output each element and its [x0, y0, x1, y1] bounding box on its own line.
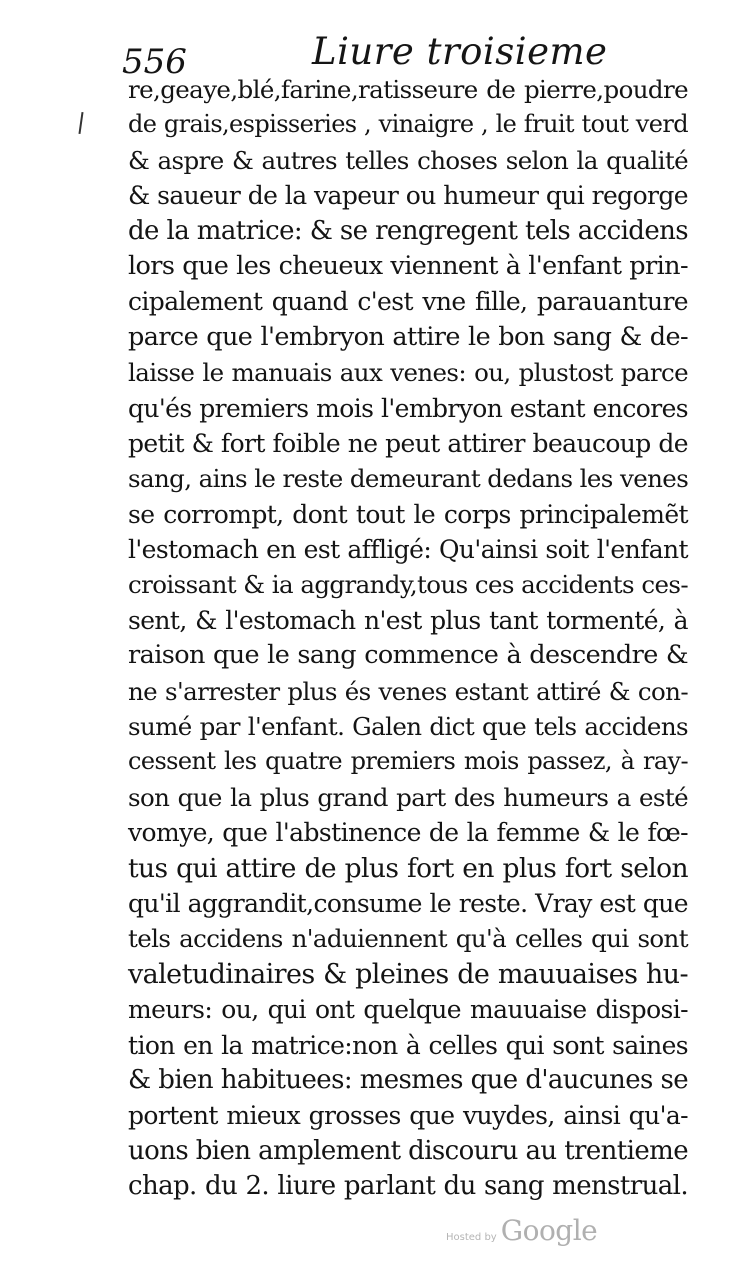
running-head: Liure troisieme: [312, 30, 608, 73]
text-line: & aspre & autres telles choses selon la qualité: [128, 145, 688, 175]
text-line: re,geaye,blé,farine,ratisseure de pierre,poudre: [128, 75, 688, 104]
text-line: laisse le manuais aux venes: ou, plustost parce: [128, 358, 688, 388]
text-line: parce que l'embryon attire le bon sang & de-: [128, 321, 688, 352]
text-line: lors que les cheueux viennent à l'enfant prin-: [128, 250, 688, 281]
body-text: [128, 72, 688, 1205]
text-line: & saueur de la vapeur ou humeur qui regorge: [128, 181, 688, 211]
text-line: chap. du 2. liure parlant du sang menstrual.: [128, 1171, 688, 1202]
text-line: ne s'arrester plus és venes estant attiré & con-: [128, 676, 688, 706]
text-line: meurs: ou, qui ont quelque mauuaise disposi-: [128, 995, 688, 1025]
text-line: valetudinaires & pleines de mauuaises hu-: [128, 958, 688, 990]
text-line: tion en la matrice:non à celles qui sont saines: [128, 1030, 688, 1060]
text-line: uons bien amplement discouru au trentieme: [128, 1135, 688, 1166]
text-line: tels accidens n'aduiennent qu'à celles qui sont: [128, 924, 688, 954]
text-line: & bien habituees: mesmes que d'aucunes se: [128, 1064, 688, 1095]
google-watermark: [446, 1214, 597, 1250]
text-line: qu'és premiers mois l'embryon estant encores: [128, 393, 688, 423]
text-line: portent mieux grosses que vuydes, ainsi qu'a-: [128, 1101, 688, 1131]
text-line: croissant & ia aggrandy,tous ces accidents ces-: [128, 570, 688, 600]
text-line: cipalement quand c'est vne fille, parauanture: [128, 287, 688, 317]
text-line: se corrompt, dont tout le corps principalemẽt: [128, 499, 688, 529]
page-number: 556: [122, 42, 187, 82]
text-line: tus qui attire de plus fort en plus fort selon: [128, 852, 688, 884]
google-logo: Google: [500, 1214, 598, 1247]
text-line: sang, ains le reste demeurant dedans les venes: [128, 464, 689, 494]
text-line: l'estomach en est affligé: Qu'ainsi soit l'enfant: [128, 535, 688, 565]
text-line: de grais,espisseries , vinaigre , le fruit tout verd: [128, 110, 688, 139]
text-line: de la matrice: & se rengregent tels accidens: [128, 215, 689, 246]
text-line: cessent les quatre premiers mois passez, à ray-: [128, 747, 688, 776]
text-line: petit & fort foible ne peut attirer beaucoup de: [128, 428, 688, 458]
hosted-by-label: Hosted by: [446, 1232, 497, 1243]
margin-mark: [78, 112, 83, 134]
text-line: son que la plus grand part des humeurs a esté: [128, 782, 688, 812]
text-line: qu'il aggrandit,consume le reste. Vray est que: [128, 888, 688, 918]
text-line: sumé par l'enfant. Galen dict que tels accidens: [128, 712, 688, 742]
text-line: sent, & l'estomach n'est plus tant tormenté, à: [128, 605, 688, 635]
text-line: vomye, que l'abstinence de la femme & le fœ-: [128, 818, 688, 848]
text-line: raison que le sang commence à descendre &: [128, 640, 688, 671]
